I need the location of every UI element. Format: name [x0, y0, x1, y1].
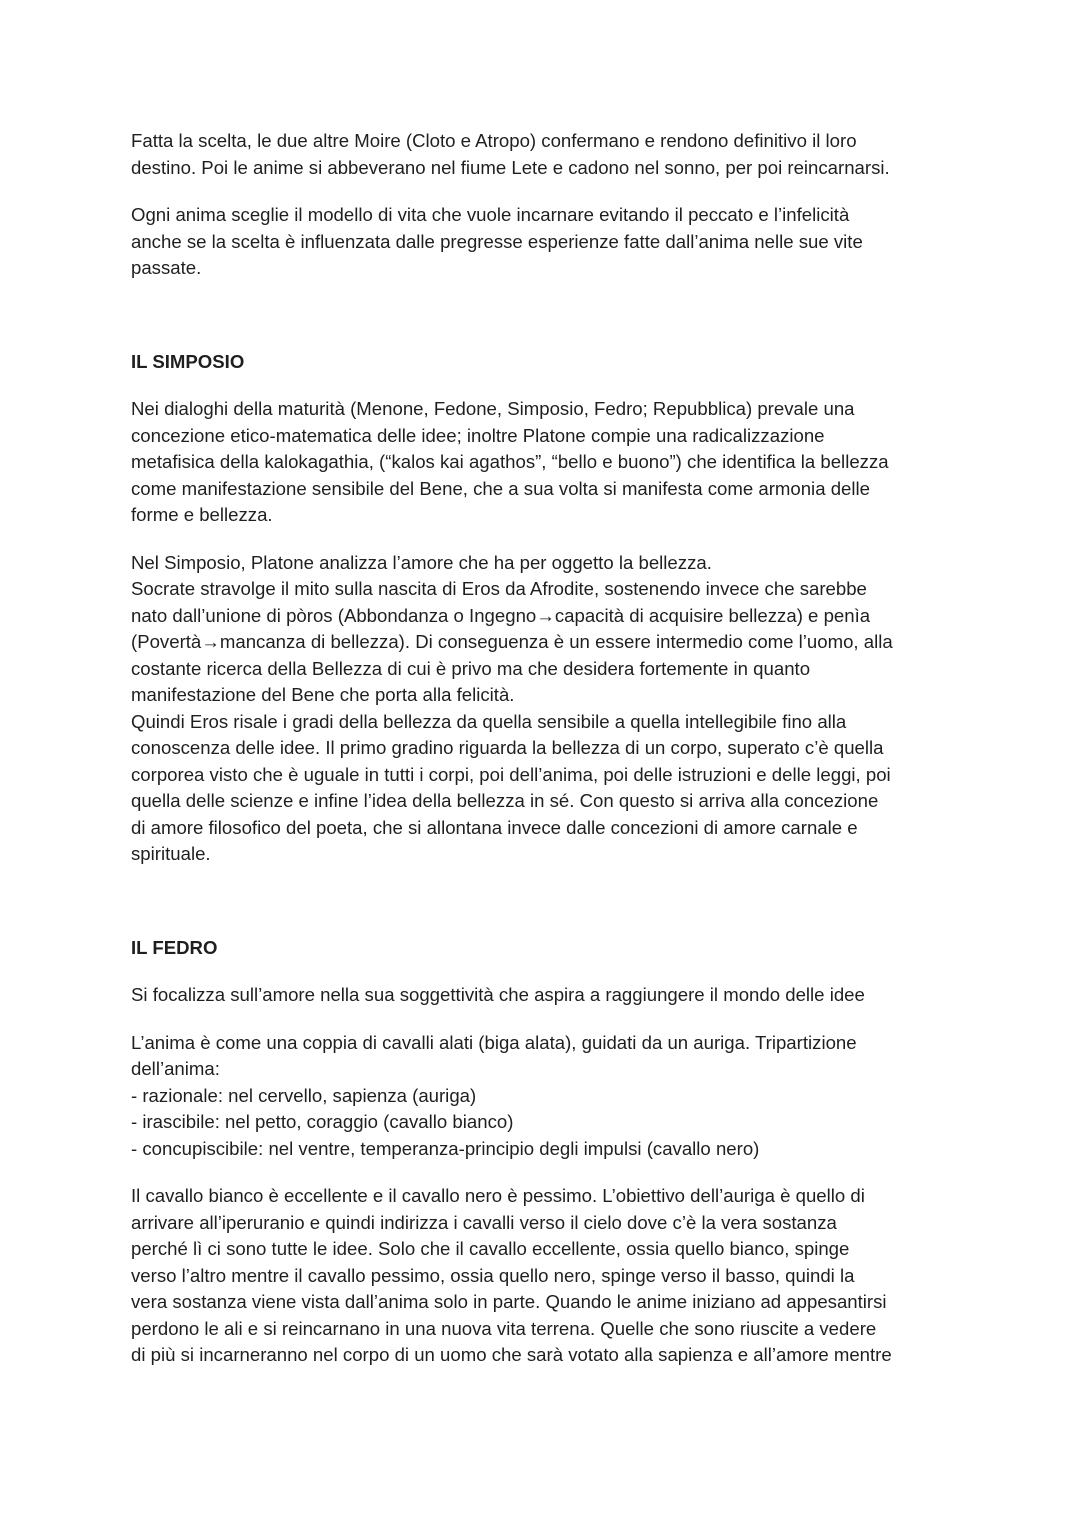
text-line: vera sostanza viene vista dall’anima solo in parte. Quando le anime iniziano ad appesantirsi [131, 1291, 887, 1312]
text-line: verso l’altro mentre il cavallo pessimo, ossia quello nero, spinge verso il basso, quindi la [131, 1264, 855, 1286]
text-line: passate. [131, 257, 202, 278]
list-item: - concupiscibile: nel ventre, temperanza-principio degli impulsi (cavallo nero) [131, 1137, 760, 1159]
text-line: destino. Poi le anime si abbeverano nel fiume Lete e cadono nel sonno, per poi reincarnarsi. [131, 156, 890, 178]
section-heading-simposio: IL SIMPOSIO [131, 350, 245, 372]
text-line: (Povertà→mancanza di bellezza). Di conseguenza è un essere intermedio come l’uomo, alla [131, 631, 893, 652]
document-page [131, 128, 961, 1369]
text-line: L’anima è come una coppia di cavalli alati (biga alata), guidati da un auriga. Tripartizione [131, 1031, 857, 1053]
text-line: corporea visto che è uguale in tutti i corpi, poi dell’anima, poi delle istruzioni e delle leggi, poi [131, 763, 891, 785]
text-line: dell’anima: [131, 1058, 220, 1079]
paragraph-scelta-anima [131, 202, 961, 282]
paragraph-soggettivita [131, 982, 961, 1009]
text-line: nato dall’unione di pòros (Abbondanza o Ingegno→capacità di acquisire bellezza) e penìa [131, 604, 871, 626]
text-line: quella delle scienze e infine l’idea della bellezza in sé. Con questo si arriva alla concezione [131, 790, 879, 811]
paragraph-eros [131, 550, 961, 868]
text-line: perché lì ci sono tutte le idee. Solo che il cavallo eccellente, ossia quello bianco, spinge [131, 1238, 850, 1259]
text-line: Nel Simposio, Platone analizza l’amore che ha per oggetto la bellezza. [131, 551, 712, 573]
text-line: di amore filosofico del poeta, che si allontana invece dalle concezioni di amore carnale e [131, 816, 858, 838]
text-line: Quindi Eros risale i gradi della bellezza da quella sensibile a quella intellegibile fino alla [131, 710, 847, 732]
text-line: arrivare all’iperuranio e quindi indirizza i cavalli verso il cielo dove c’è la vera sostanza [131, 1211, 837, 1233]
list-item: - razionale: nel cervello, sapienza (auriga) [131, 1084, 477, 1106]
text-line: anche se la scelta è influenzata dalle pregresse esperienze fatte dall’anima nelle sue vite [131, 230, 863, 252]
text-line: perdono le ali e si reincarnano in una nuova vita terrena. Quelle che sono riuscite a vedere [131, 1317, 877, 1339]
paragraph-moire [131, 128, 961, 181]
text-line: di più si incarneranno nel corpo di un uomo che sarà votato alla sapienza e all’amore mentre [131, 1344, 892, 1365]
text-line: Fatta la scelta, le due altre Moire (Cloto e Atropo) confermano e rendono definitivo il loro [131, 130, 857, 151]
paragraph-cavalli [131, 1183, 961, 1369]
text-line: concezione etico-matematica delle idee; inoltre Platone compie una radicalizzazione [131, 424, 825, 446]
text-line: Nei dialoghi della maturità (Menone, Fedone, Simposio, Fedro; Repubblica) prevale una [131, 398, 855, 419]
text-line: Il cavallo bianco è eccellente e il cavallo nero è pessimo. L’obiettivo dell’auriga è quello di [131, 1185, 865, 1206]
text-line: Socrate stravolge il mito sulla nascita di Eros da Afrodite, sostenendo invece che sarebbe [131, 578, 867, 599]
paragraph-tripartizione [131, 1030, 961, 1163]
text-line: conoscenza delle idee. Il primo gradino riguarda la bellezza di un corpo, superato c’è quella [131, 737, 884, 758]
text-line: Si focalizza sull’amore nella sua soggettività che aspira a raggiungere il mondo delle idee [131, 984, 865, 1005]
paragraph-dialoghi-maturita [131, 396, 961, 529]
text-line: manifestazione del Bene che porta alla felicità. [131, 684, 515, 705]
text-line: costante ricerca della Bellezza di cui è privo ma che desidera fortemente in quanto [131, 657, 811, 679]
text-line: spirituale. [131, 843, 211, 864]
text-line: Ogni anima sceglie il modello di vita che vuole incarnare evitando il peccato e l’infelicità [131, 204, 850, 225]
text-line: metafisica della kalokagathia, (“kalos kai agathos”, “bello e buono”) che identifica la bellezza [131, 451, 889, 472]
list-item: - irascibile: nel petto, coraggio (cavallo bianco) [131, 1111, 514, 1132]
text-line: come manifestazione sensibile del Bene, che a sua volta si manifesta come armonia delle [131, 477, 870, 499]
text-line: forme e bellezza. [131, 504, 273, 525]
section-heading-fedro: IL FEDRO [131, 936, 218, 958]
